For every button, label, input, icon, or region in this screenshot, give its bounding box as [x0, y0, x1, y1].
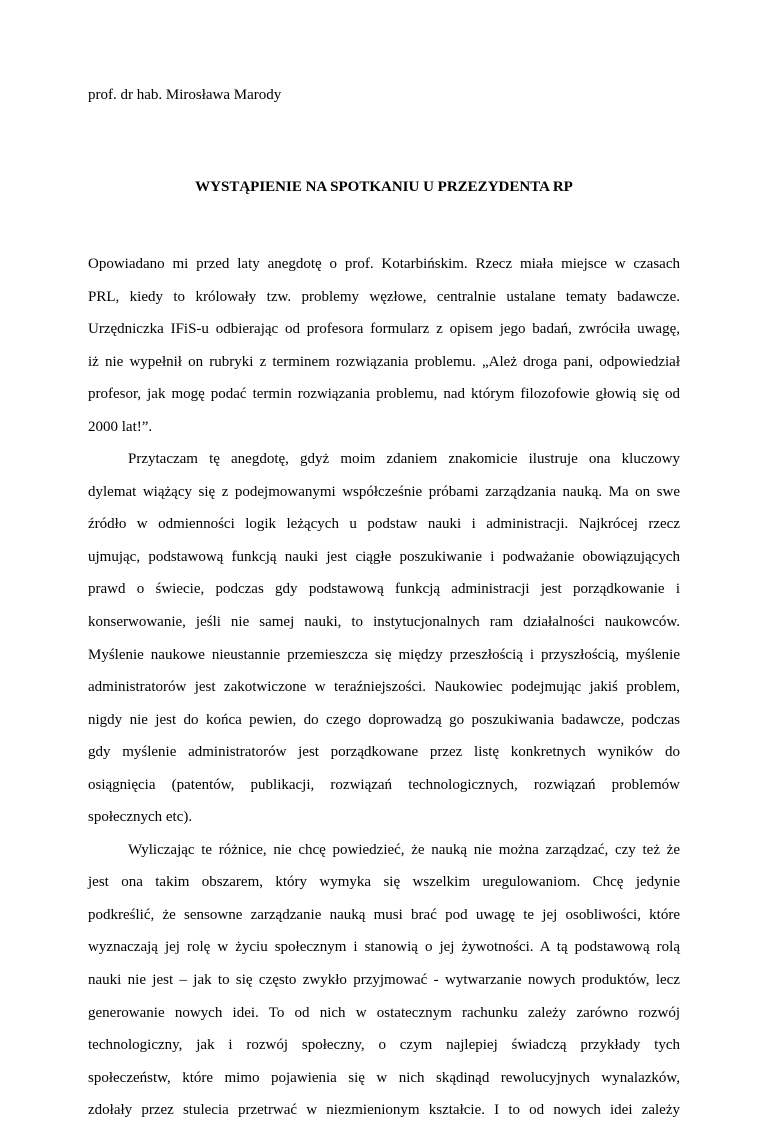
body-line: źródło w odmienności logik leżących u podstaw nauki i administracji. Najkrócej rzecz — [88, 516, 680, 533]
body-line: wyznaczają jej rolę w życiu społecznym i stanowią o jej żywotności. A tą podstawową rolą — [88, 939, 680, 956]
body-line: ujmując, podstawową funkcją nauki jest ciągłe poszukiwanie i podważanie obowiązujących — [88, 548, 680, 565]
body-line: iż nie wypełnił on rubryki z terminem rozwiązania problemu. „Ależ droga pani, odpowiedział — [88, 353, 680, 370]
body-line: społeczeństw, które mimo pojawienia się w nich skądinąd rewolucyjnych wynalazków, — [88, 1069, 680, 1086]
body-line: generowanie nowych idei. To od nich w ostatecznym rachunku zależy zarówno rozwój — [88, 1004, 680, 1021]
body-line: nauki nie jest – jak to się często zwykło przyjmować - wytwarzanie nowych produktów, lecz — [88, 972, 680, 989]
body-line: Wyliczając te różnice, nie chcę powiedzieć, że nauką nie można zarządzać, czy też że — [128, 841, 680, 858]
body-line: profesor, jak mogę podać termin rozwiązania problemu, nad którym filozofowie głowią się od — [88, 386, 680, 403]
body-line: Myślenie naukowe nieustannie przemieszcza się między przeszłością i przyszłością, myślenie — [88, 646, 680, 663]
body-line: Przytaczam tę anegdotę, gdyż moim zdaniem znakomicie ilustruje ona kluczowy — [128, 451, 680, 468]
body-line: konserwowanie, jeśli nie samej nauki, to instytucjonalnych ram działalności naukowców. — [88, 614, 680, 631]
document-title: WYSTĄPIENIE NA SPOTKANIU U PRZEZYDENTA RP — [195, 179, 573, 195]
body-line: osiągnięcia (patentów, publikacji, rozwiązań technologicznych, rozwiązań problemów — [88, 776, 680, 793]
document-body — [88, 257, 680, 1136]
body-line: zdołały przez stulecia przetrwać w niezmienionym kształcie. I to od nowych idei zależy — [88, 1102, 680, 1119]
body-line: nigdy nie jest do końca pewien, do czego doprowadzą go poszukiwania badawcze, podczas — [88, 711, 680, 728]
body-line: dylemat wiążący się z podejmowanymi współcześnie próbami zarządzania nauką. Ma on swe — [88, 483, 680, 500]
body-line: administratorów jest zakotwiczone w teraźniejszości. Naukowiec podejmując jakiś problem, — [88, 679, 680, 696]
body-line: technologiczny, jak i rozwój społeczny, o czym najlepiej świadczą przykłady tych — [88, 1037, 680, 1054]
body-line: Opowiadano mi przed laty anegdotę o prof. Kotarbińskim. Rzecz miała miejsce w czasach — [88, 256, 680, 272]
body-line: 2000 lat!”. — [88, 418, 153, 435]
body-line: gdy myślenie administratorów jest porządkowane przez listę konkretnych wyników do — [88, 744, 680, 761]
body-line: jest ona takim obszarem, który wymyka się wszelkim uregulowaniom. Chcę jedynie — [88, 874, 680, 891]
body-line: Urzędniczka IFiS-u odbierając od profesora formularz z opisem jego badań, zwróciła uwagę, — [88, 321, 680, 338]
body-line: prawd o świecie, podczas gdy podstawową funkcją administracji jest porządkowanie i — [88, 581, 680, 598]
author-line: prof. dr hab. Mirosława Marody — [88, 87, 282, 103]
body-line: podkreślić, że sensowne zarządzanie nauką musi brać pod uwagę te jej osobliwości, które — [88, 906, 680, 923]
body-line: PRL, kiedy to królowały tzw. problemy węzłowe, centralnie ustalane tematy badawcze. — [88, 288, 680, 305]
body-line: społecznych etc). — [88, 809, 193, 826]
